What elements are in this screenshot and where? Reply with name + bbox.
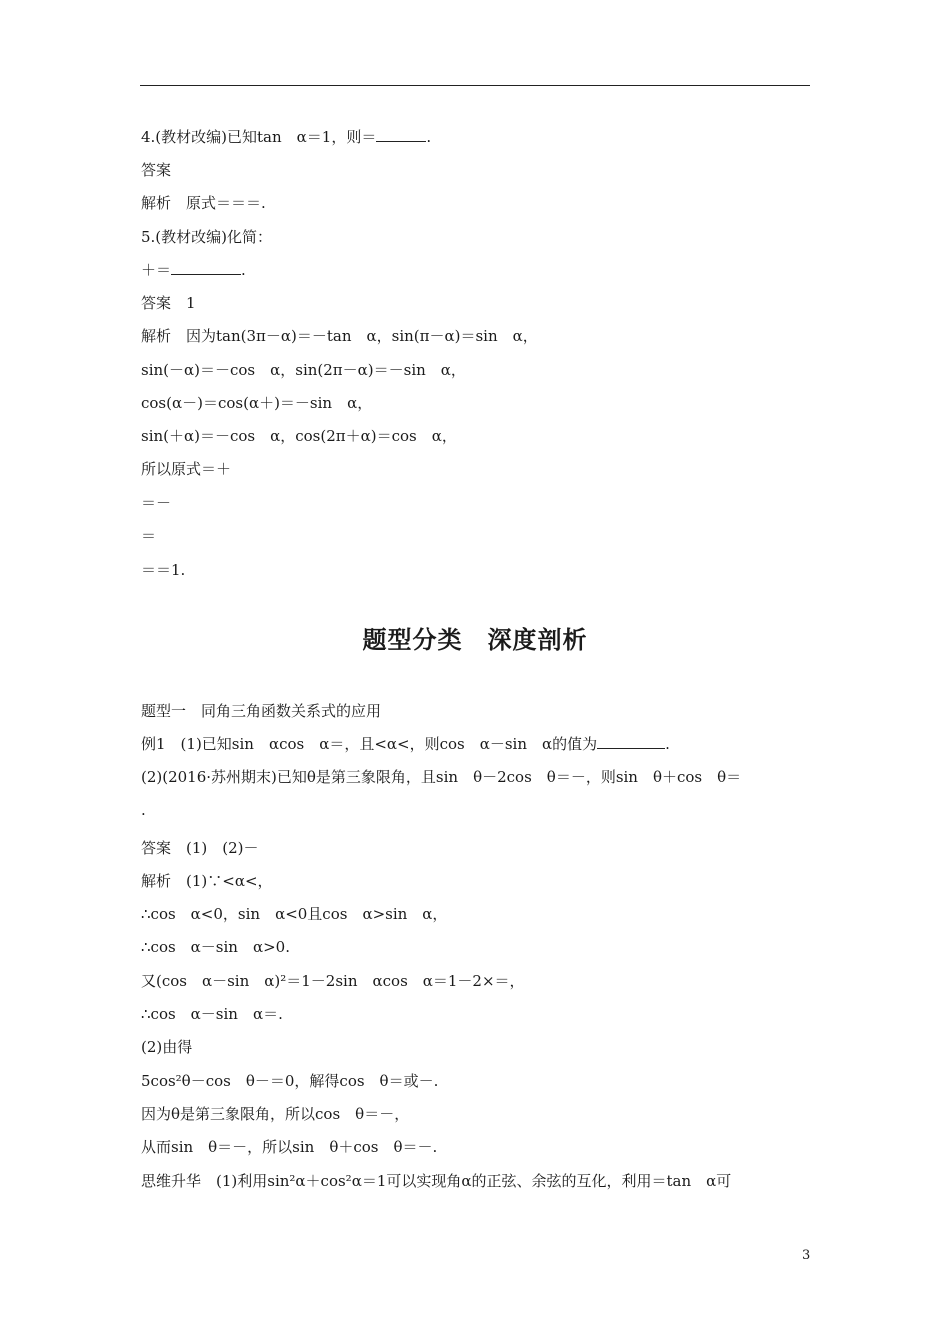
solution-line: 从而sin θ＝－，所以sin θ＋cos θ＝－. [141, 1138, 438, 1156]
answer-label: 答案 [141, 161, 172, 179]
example-1-part-1: 例1 (1)已知sin αcos α＝，且<α<，则cos α－sin α的值为 . [141, 735, 670, 753]
solution-line: sin(＋α)＝－cos α，cos(2π＋α)＝cos α， [141, 427, 457, 445]
answer-blank [171, 260, 241, 275]
solution-line: 所以原式＝＋ [141, 460, 232, 478]
section-heading: 题型分类 深度剖析 [362, 626, 588, 654]
answer-line: 答案 (1) (2)－ [141, 839, 259, 857]
solution-line: ∴cos α－sin α＝. [141, 1005, 283, 1023]
solution-line: 5cos²θ－cos θ－＝0，解得cos θ＝或－. [141, 1072, 439, 1090]
solution-line: 解析 因为tan(3π－α)＝－tan α，sin(π－α)＝sin α， [141, 327, 538, 345]
solution-line: cos(α－)＝cos(α＋)＝－sin α， [141, 394, 373, 412]
solution-line: 解析 原式＝＝＝. [141, 194, 266, 212]
problem-4: 4.(教材改编)已知tan α＝1，则＝ . [141, 128, 432, 146]
answer-line: 答案 1 [141, 294, 196, 312]
solution-line: ∴cos α<0，sin α<0且cos α>sin α， [141, 905, 448, 923]
solution-line: ＝ [141, 527, 157, 545]
solution-line: ∴cos α－sin α>0. [141, 938, 290, 956]
solution-line: sin(－α)＝－cos α，sin(2π－α)＝－sin α， [141, 361, 466, 379]
answer-blank [376, 127, 426, 142]
page-number: 3 [802, 1248, 811, 1263]
solution-line: 解析 (1)∵<α<， [141, 872, 273, 890]
example-1-part-2-end: . [141, 801, 146, 819]
answer-blank [597, 734, 665, 749]
solution-line: 因为θ是第三象限角，所以cos θ＝－， [141, 1105, 410, 1123]
solution-line: ＝－ [141, 494, 172, 512]
header-rule [140, 85, 810, 86]
problem-5: 5.(教材改编)化简： [141, 228, 273, 246]
solution-line: 又(cos α－sin α)²＝1－2sin αcos α＝1－2×＝， [141, 972, 525, 990]
solution-line: ＝＝1. [141, 561, 186, 579]
thinking-summary: 思维升华 (1)利用sin²α＋cos²α＝1可以实现角α的正弦、余弦的互化，利用＝tan α可 [141, 1172, 732, 1190]
topic-title: 题型一 同角三角函数关系式的应用 [141, 702, 382, 720]
example-1-part-2: (2)(2016·苏州期末)已知θ是第三象限角，且sin θ－2cos θ＝－，则sin θ＋cos θ＝ [141, 768, 742, 786]
problem-5-expression: ＋＝ . [141, 261, 246, 279]
solution-line: (2)由得 [141, 1038, 193, 1056]
